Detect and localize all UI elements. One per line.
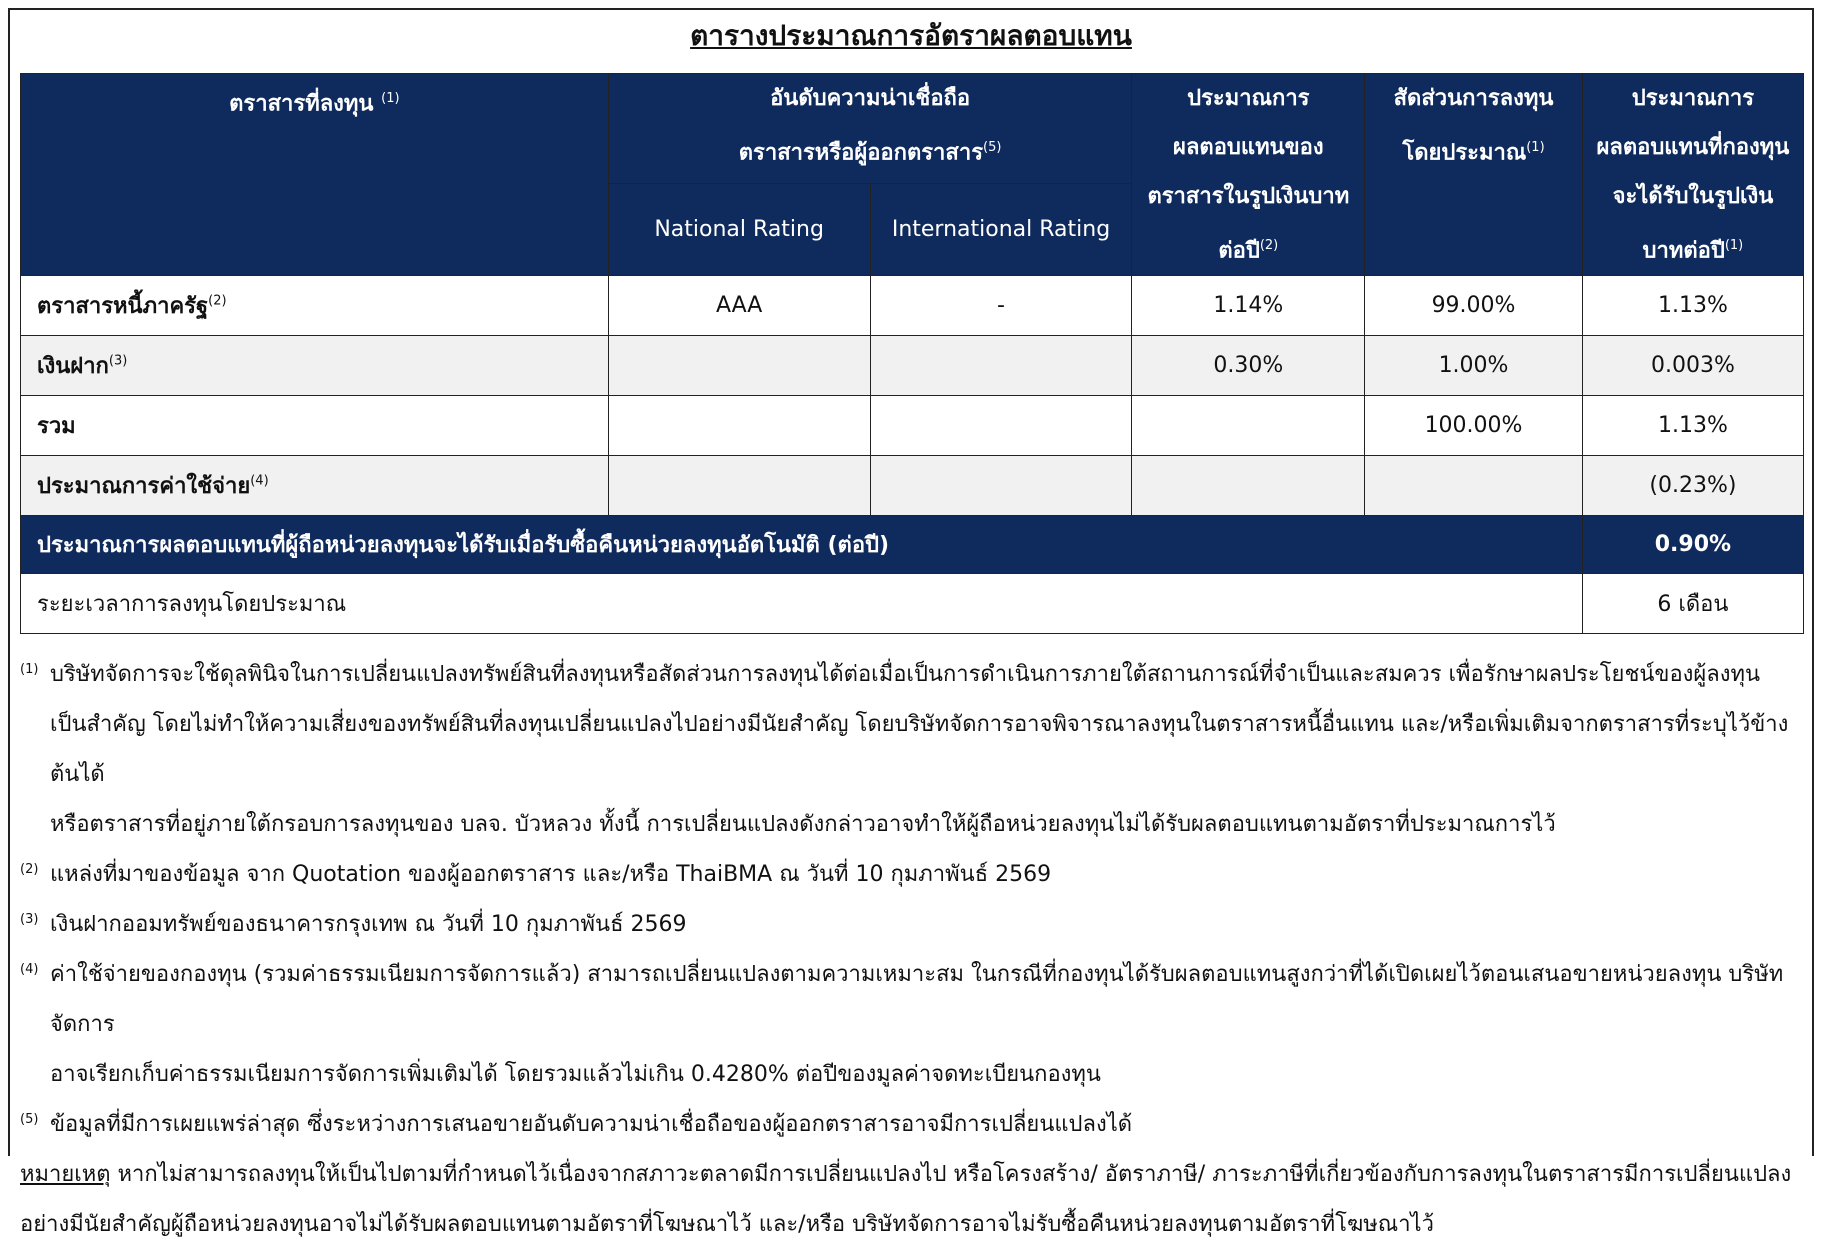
remark-text: หากไม่สามารถลงทุนให้เป็นไปตามที่กำหนดไว้เนื่องจากสภาวะตลาดมีการเปลี่ยนแปลงไป หรือโครงสร้าง/ อัตราภาษี/ ภาระภาษีที่เกี่ยวข้องกับการลงทุนในตราสารมีการเปลี่ยนแปลง	[110, 1162, 1792, 1187]
cell-return: 0.30%	[1132, 336, 1365, 396]
duration-label: ระยะเวลาการลงทุนโดยประมาณ	[21, 574, 1583, 634]
cell-ratio	[1365, 456, 1583, 516]
page-title: ตารางประมาณการอัตราผลตอบแทน	[690, 19, 1132, 52]
cell-ratio: 1.00%	[1365, 336, 1583, 396]
footnote-marker: (2)	[20, 862, 39, 877]
cell-fund: 0.003%	[1582, 336, 1803, 396]
row-label: เงินฝาก$^{(3)}$	[21, 336, 609, 396]
cell-national	[608, 396, 870, 456]
cell-national: AAA	[608, 276, 870, 336]
row-label: ตราสารหนี้ภาครัฐ$^{(2)}$	[21, 276, 609, 336]
footnote-marker: (4)	[20, 962, 39, 977]
footnote-text: หรือตราสารที่อยู่ภายใต้กรอบการลงทุนของ บลจ. บัวหลวง ทั้งนี้ การเปลี่ยนแปลงดังกล่าวอาจทำให้ผู้ถือหน่วยลงทุนไม่ได้รับผลตอบแทนตามอัตราที่ประมาณการไว้	[50, 812, 1556, 837]
footnote-4	[20, 950, 1804, 1100]
table-row	[21, 276, 1804, 336]
remark-label: หมายเหตุ	[20, 1162, 111, 1187]
row-label: รวม	[21, 396, 609, 456]
footnote-text: ข้อมูลที่มีการเผยแพร่ล่าสุด ซึ่งระหว่างการเสนอขายอันดับความน่าเชื่อถือของผู้ออกตราสารอาจมีการเปลี่ยนแปลงได้	[50, 1112, 1133, 1137]
remark	[20, 1150, 1804, 1250]
cell-fund: (0.23%)	[1582, 456, 1803, 516]
cell-national	[608, 456, 870, 516]
footnote-marker: (3)	[20, 912, 39, 927]
footnote-text: เงินฝากออมทรัพย์ของธนาคารกรุงเทพ ณ วันที่ 10 กุมภาพันธ์ 2569	[50, 912, 687, 937]
footnote-text: ค่าใช้จ่ายของกองทุน (รวมค่าธรรมเนียมการจัดการแล้ว) สามารถเปลี่ยนแปลงตามความเหมาะสม ในกรณีที่กองทุนได้รับผลตอบแทนสูงกว่าที่ได้เปิดเผยไว้ตอนเสนอขายหน่วยลงทุน บริษัทจัดการ	[50, 962, 1784, 1037]
cell-return	[1132, 396, 1365, 456]
cell-ratio: 100.00%	[1365, 396, 1583, 456]
header-international-rating: International Rating	[870, 184, 1132, 276]
cell-ratio: 99.00%	[1365, 276, 1583, 336]
footnote-marker: (5)	[20, 1112, 39, 1127]
footnotes	[20, 650, 1804, 1250]
header-credit-rating: อันดับความน่าเชื่อถือ ตราสารหรือผู้ออกตราสาร$^{(5)}$	[608, 74, 1132, 184]
cell-return: 1.14%	[1132, 276, 1365, 336]
header-instrument: ตราสารที่ลงทุน $^{(1)}$	[21, 74, 609, 276]
duration-value: 6 เดือน	[1582, 574, 1803, 634]
table-row	[21, 456, 1804, 516]
footnote-2	[20, 850, 1804, 900]
footnote-3	[20, 900, 1804, 950]
return-estimate-table	[20, 73, 1804, 634]
footnote-5	[20, 1100, 1804, 1150]
header-fund-return: ประมาณการ ผลตอบแทนที่กองทุน จะได้รับในรูปเงิน บาทต่อปี$^{(1)}$	[1582, 74, 1803, 276]
table-row	[21, 336, 1804, 396]
cell-international	[870, 396, 1132, 456]
footnote-text: เป็นสำคัญ โดยไม่ทำให้ความเสี่ยงของทรัพย์สินที่ลงทุนเปลี่ยนแปลงไปอย่างมีนัยสำคัญ โดยบริษัทจัดการอาจพิจารณาลงทุนในตราสารหนี้อื่นแทน และ/หรือเพิ่มเติมจากตราสารที่ระบุไว้ข้างต้นได้	[50, 712, 1789, 787]
footnote-text: แหล่งที่มาของข้อมูล จาก Quotation ของผู้ออกตราสาร และ/หรือ ThaiBMA ณ วันที่ 10 กุมภาพันธ์ 2569	[50, 862, 1052, 887]
header-instrument-return: ประมาณการ ผลตอบแทนของ ตราสารในรูปเงินบาท ต่อปี$^{(2)}$	[1132, 74, 1365, 276]
cell-international	[870, 336, 1132, 396]
table-row	[21, 396, 1804, 456]
footnote-text: อาจเรียกเก็บค่าธรรมเนียมการจัดการเพิ่มเติมได้ โดยรวมแล้วไม่เกิน 0.4280% ต่อปีของมูลค่าจดทะเบียนกองทุน	[50, 1062, 1101, 1087]
cell-fund: 1.13%	[1582, 276, 1803, 336]
footnote-1	[20, 650, 1804, 850]
remark-text: อย่างมีนัยสำคัญผู้ถือหน่วยลงทุนอาจไม่ได้รับผลตอบแทนตามอัตราที่โฆษณาไว้ และ/หรือ บริษัทจัดการอาจไม่รับซื้อคืนหน่วยลงทุนตามอัตราที่โฆษณาไว้	[20, 1212, 1434, 1237]
summary-value: 0.90%	[1582, 516, 1803, 574]
header-investment-ratio: สัดส่วนการลงทุน โดยประมาณ$^{(1)}$	[1365, 74, 1583, 276]
header-national-rating: National Rating	[608, 184, 870, 276]
cell-return	[1132, 456, 1365, 516]
footnote-marker: (1)	[20, 662, 39, 677]
cell-national	[608, 336, 870, 396]
cell-fund: 1.13%	[1582, 396, 1803, 456]
footnote-text: บริษัทจัดการจะใช้ดุลพินิจในการเปลี่ยนแปลงทรัพย์สินที่ลงทุนหรือสัดส่วนการลงทุนได้ต่อเมื่อเป็นการดำเนินการภายใต้สถานการณ์ที่จำเป็นและสมควร เพื่อรักษาผลประโยชน์ของผู้ลงทุน	[50, 662, 1761, 687]
cell-international: -	[870, 276, 1132, 336]
row-label: ประมาณการค่าใช้จ่าย$^{(4)}$	[21, 456, 609, 516]
cell-international	[870, 456, 1132, 516]
duration-row	[21, 574, 1804, 634]
summary-row	[21, 516, 1804, 574]
summary-label: ประมาณการผลตอบแทนที่ผู้ถือหน่วยลงทุนจะได้รับเมื่อรับซื้อคืนหน่วยลงทุนอัตโนมัติ (ต่อปี)	[21, 516, 1583, 574]
